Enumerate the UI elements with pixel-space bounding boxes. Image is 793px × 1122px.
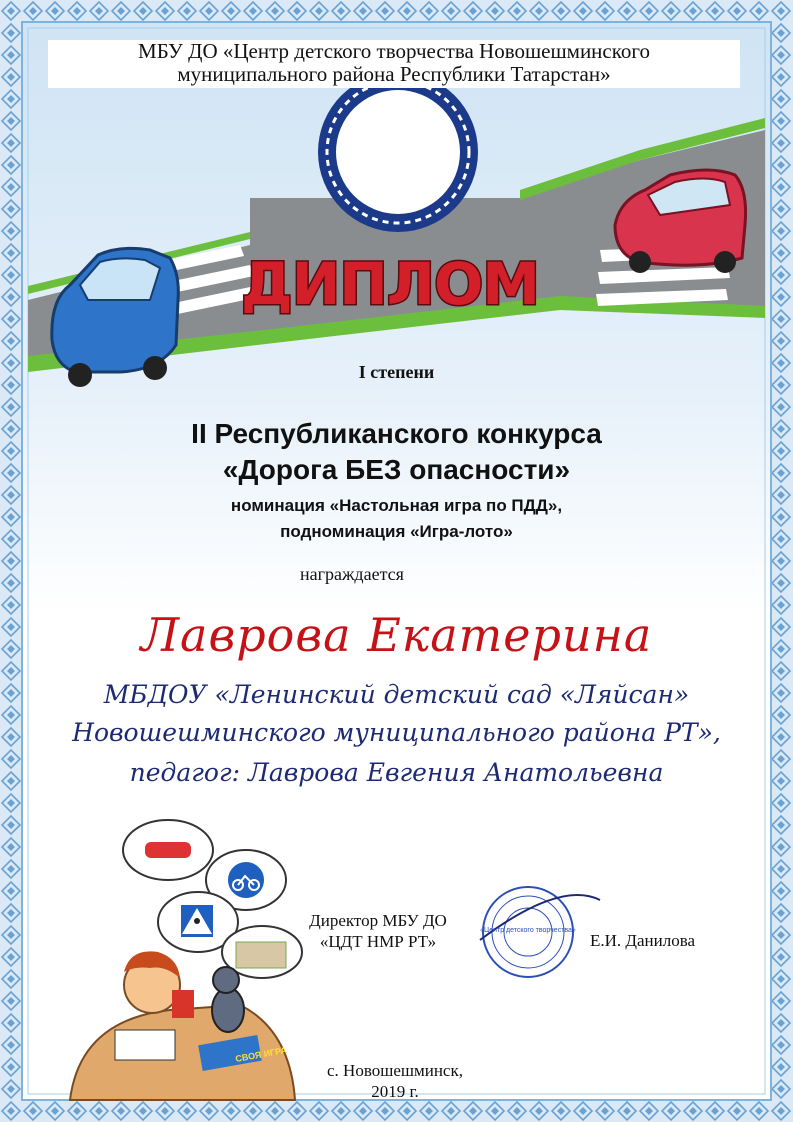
footer-place-date [300,1060,490,1102]
contest-title-line-1: II Республиканского конкурса [191,418,602,449]
recipient-name: Лаврова Екатерина [140,608,653,662]
footer-year: 2019 г. [371,1082,419,1101]
nomination-line-1: номинация «Настольная игра по ПДД», [230,496,563,515]
emblem-icon [318,72,478,232]
recipient-org-line-3: педагог: Лаврова Евгения Анатольевна [129,758,664,787]
signatory-title [298,910,458,952]
diploma-word: ДИПЛОМ [241,250,539,318]
awarded-label: награждается [300,564,404,584]
header-line-2: муниципального района Республики Татарстан» [177,62,611,86]
diploma-banner [230,248,550,318]
recipient-org-line-1: МБДОУ «Ленинский детский сад «Ляйсан» [103,680,690,709]
award-degree: I степени [358,362,435,382]
contest-title-line-2: «Дорога БЕЗ опасности» [222,454,571,485]
signatory-title-line-2: «ЦДТ НМР РТ» [319,932,437,951]
footer-place: с. Новошешминск, [327,1061,463,1080]
organization-header [48,40,740,88]
game-box-label: СВОЯ ИГРА [234,1045,288,1064]
signatory-title-line-1: Директор МБУ ДО [309,911,447,930]
recipient-org-line-2: Новошешминского муниципального района РТ», [72,718,721,747]
signatory-name: Е.И. Данилова [590,931,696,950]
crosswalk-sign-icon [180,904,214,938]
stamp-text: «Центр детского творчества» [480,927,576,934]
bicycle-sign-icon [227,861,265,899]
cat-illustration-icon [212,967,244,1032]
nomination-line-2: подноминация «Игра-лото» [280,522,513,541]
header-line-1: МБУ ДО «Центр детского творчества Новошешминского [138,39,650,63]
